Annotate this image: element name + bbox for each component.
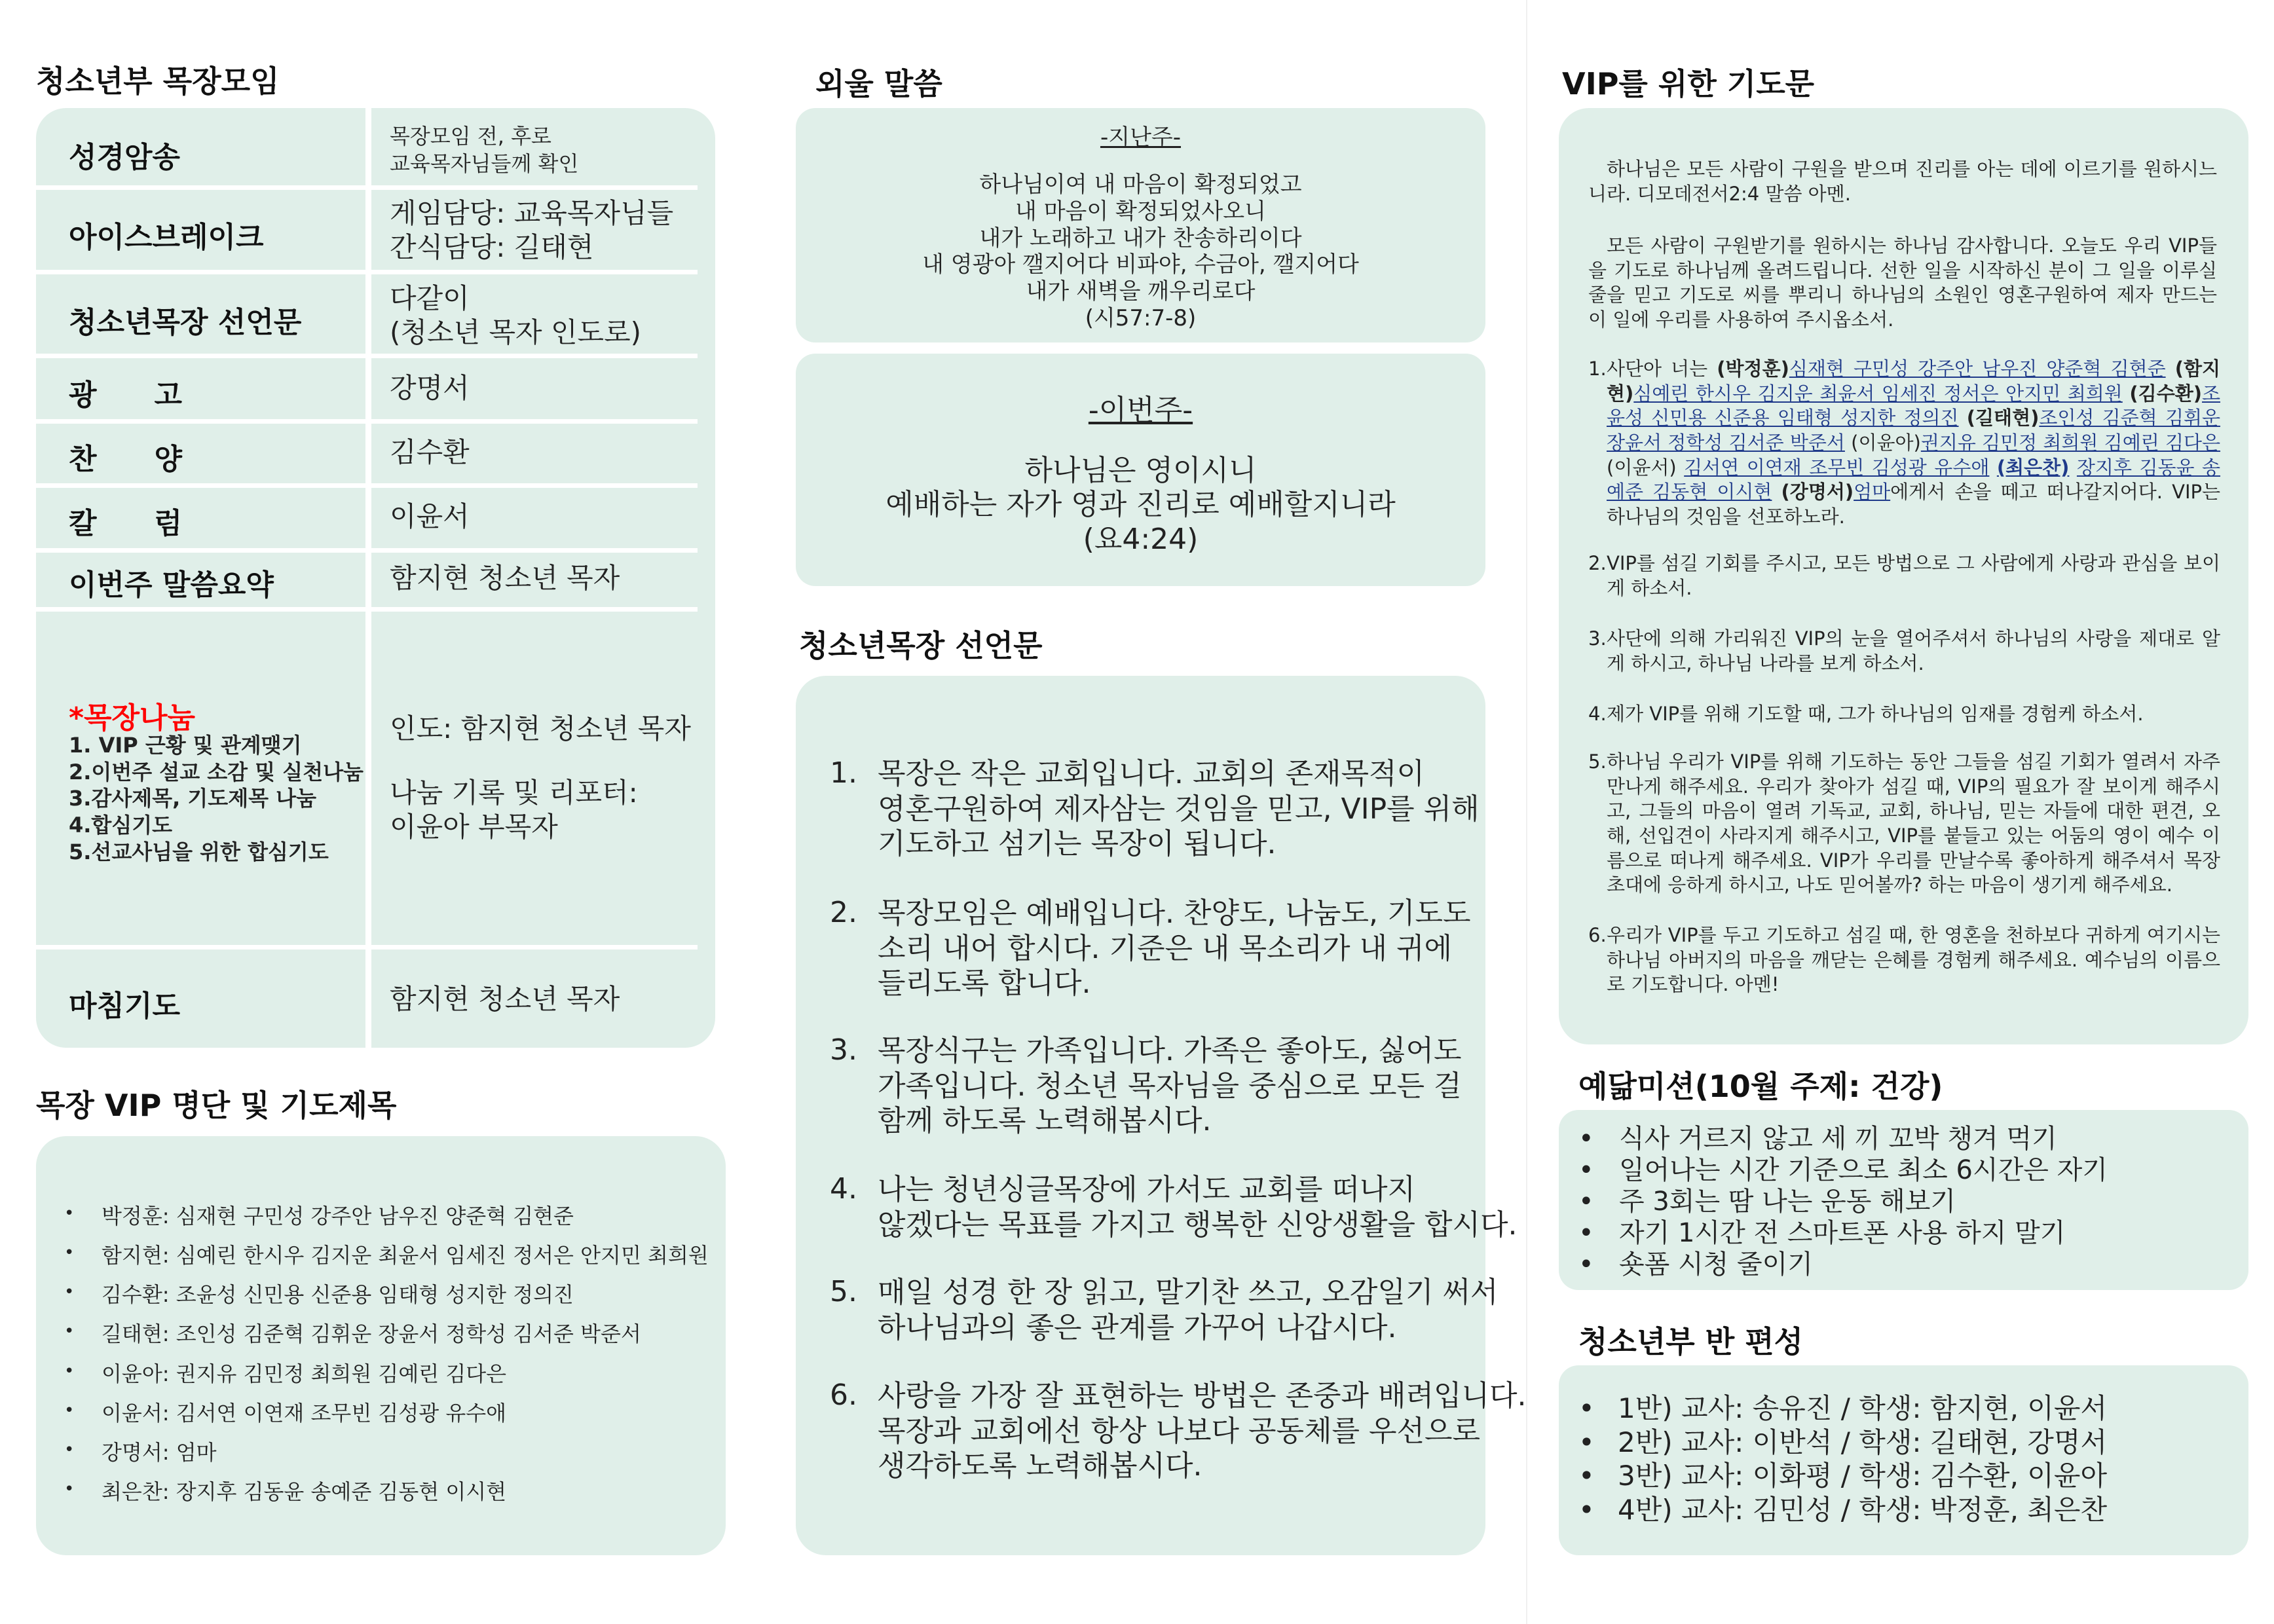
table-row-line (36, 185, 698, 190)
vip-names: 김서연 이연재 조무빈 김성광 유수애 (1684, 456, 1990, 479)
memory-verse-title: 외울 말씀 (815, 66, 942, 101)
prayer-item (1588, 627, 2220, 676)
row-label: 광 고 (69, 378, 183, 412)
declaration-line: 들리도록 합니다. (878, 967, 1091, 1001)
row-value: (청소년 목자 인도로) (390, 316, 642, 348)
vip-names: 심재현 구민성 강주안 남우진 양준혁 김현준 (1789, 358, 2166, 380)
prayer-item (1588, 750, 2220, 898)
prayer-item-number: 3. (1588, 627, 1607, 650)
this-week-label: -이번주- (1088, 394, 1193, 427)
class-list (1578, 1392, 2107, 1527)
declaration-line: 목장과 교회에선 항상 나보다 공동체를 우선으로 (878, 1414, 1481, 1448)
leader-name: (함지현) (1607, 358, 2220, 405)
sharing-steps (69, 732, 363, 865)
sharing-step: 3.감사제목, 기도제목 나눔 (69, 786, 316, 811)
declaration-number: 2. (830, 896, 857, 929)
declaration-number: 3. (830, 1033, 857, 1067)
row-value: 교육목자님들께 확인 (390, 151, 579, 176)
declaration-line: 하나님과의 좋은 관계를 가꾸어 나갑시다. (878, 1310, 1397, 1344)
prayer-item-text (1607, 357, 2220, 530)
row-label-sharing: *목장나눔 (69, 701, 196, 735)
verse-reference: (요4:24) (1083, 522, 1199, 556)
row-value: 게임담당: 교육목자님들 (390, 197, 674, 229)
vip-names: 조윤성 신민용 신준용 임태형 성지한 정의진 (1607, 382, 2220, 430)
prayer-item (1588, 551, 2220, 600)
sharing-step: 4.합심기도 (69, 812, 173, 838)
sharing-step: 1. VIP 근황 및 관계맺기 (69, 733, 302, 758)
vip-names: 권지유 김민정 최희원 김예린 김다은 (1920, 432, 2221, 454)
mission-item: 자기 1시간 전 스마트폰 사용 하지 말기 (1619, 1218, 2066, 1248)
declaration-number: 5. (830, 1275, 857, 1308)
declaration-line: 영혼구원하여 제자삼는 것임을 믿고, VIP를 위해 (878, 792, 1480, 826)
sharing-step: 5.선교사님을 위한 합심기도 (69, 839, 329, 864)
vip-item: 함지현: 심예린 한시우 김지운 최윤서 임세진 정서은 안지민 최희원 (102, 1243, 709, 1268)
declaration-number: 4. (830, 1172, 857, 1206)
row-value: 함지현 청소년 목자 (390, 983, 620, 1015)
verse-line: 하나님이여 내 마음이 확정되었고 (979, 172, 1302, 198)
prayer-item (1588, 357, 2220, 530)
declaration-line: 매일 성경 한 장 읽고, 말기찬 쓰고, 오감일기 써서 (878, 1276, 1499, 1309)
text: 사단아 너는 (1607, 358, 1717, 380)
last-week-label: -지난주- (1100, 124, 1182, 151)
prayer-item-number: 4. (1588, 703, 1607, 725)
row-value: 목장모임 전, 후로 (390, 124, 551, 149)
row-value: 이윤서 (390, 500, 470, 532)
table-row-line (36, 419, 698, 424)
prayer-item-number: 6. (1588, 924, 1607, 946)
declaration-line: 생각하도록 노력해봅시다. (878, 1449, 1202, 1483)
mission-item: 일어나는 시간 기준으로 최소 6시간은 자기 (1619, 1155, 2108, 1185)
class-item: 2반) 교사: 이반석 / 학생: 길태현, 강명서 (1618, 1426, 2108, 1458)
row-label: 성경암송 (69, 141, 181, 174)
leader-name: (최은찬) (1996, 456, 2070, 479)
row-label: 마침기도 (69, 989, 181, 1023)
leader-name: (이윤서) (1607, 456, 1677, 479)
leader-name: (이윤아) (1851, 432, 1921, 454)
declaration-number: 6. (830, 1378, 857, 1412)
declaration-line: 목장은 작은 교회입니다. 교회의 존재목적이 (878, 757, 1425, 790)
row-label: 아이스브레이크 (69, 221, 264, 254)
vip-names: 장지후 김동윤 송예준 김동현 이시현 (1607, 456, 2221, 504)
vip-item: 이윤아: 권지유 김민정 최희원 김예린 김다은 (102, 1361, 507, 1386)
vip-item: 최은찬: 장지후 김동윤 송예준 김동현 이시현 (102, 1479, 507, 1504)
row-value: 간식담당: 길태현 (390, 231, 594, 263)
declaration-line: 목장모임은 예배입니다. 찬양도, 나눔도, 기도도 (878, 896, 1471, 930)
leader-name: (김수환) (2129, 382, 2202, 405)
prayer-item-text: 제가 VIP를 위해 기도할 때, 그가 하나님의 임재를 경험케 하소서. (1607, 703, 2144, 725)
row-value: 함지현 청소년 목자 (390, 562, 620, 594)
prayer-item-text: 우리가 VIP를 두고 기도하고 섬길 때, 한 영혼을 천하보다 귀하게 여기시는 하나님 아버지의 마음을 깨닫는 은혜를 경험케 해주세요. 예수님의 이름으로 기도합니다. 아멘! (1607, 924, 2220, 996)
list-item: • 4반) 교사: 김민성 / 학생: 박정훈, 최은찬 (1578, 1493, 2108, 1526)
verse-line: 내 마음이 확정되었사오니 (1015, 198, 1266, 225)
this-week-verse (796, 454, 1485, 557)
vip-names: 엄마 (1854, 481, 1891, 504)
verse-line: 하나님은 영이시니 (1024, 454, 1257, 487)
list-item: • 일어나는 시간 기준으로 최소 6시간은 자기 (1578, 1155, 2108, 1185)
prayer-item-text: VIP를 섬길 기회를 주시고, 모든 방법으로 그 사람에게 사랑과 관심을 보이게 하소서. (1607, 552, 2220, 599)
vip-names: 심예린 한시우 김지운 최윤서 임세진 정서은 안지민 최희원 (1633, 382, 2123, 405)
mission-list (1578, 1123, 2108, 1280)
class-title: 청소년부 반 편성 (1578, 1324, 1804, 1359)
row-value: 다같이 (390, 282, 470, 314)
table-row-line (36, 607, 698, 612)
prayer-item (1588, 923, 2220, 997)
declaration-line: 가족입니다. 청소년 목자님을 중심으로 모든 걸 (878, 1069, 1462, 1103)
row-value: 김수환 (390, 436, 470, 468)
mission-item: 식사 거르지 않고 세 끼 꼬박 챙겨 먹기 (1619, 1124, 2057, 1154)
declaration-line: 않겠다는 목표를 가지고 행복한 신앙생활을 합시다. (878, 1208, 1518, 1242)
row-value: 강명서 (390, 372, 470, 404)
row-label: 이번주 말씀요약 (69, 568, 274, 602)
declaration-line: 목장식구는 가족입니다. 가족은 좋아도, 싫어도 (878, 1034, 1462, 1067)
declaration-line: 사랑을 가장 잘 표현하는 방법은 존중과 배려입니다. (878, 1379, 1527, 1412)
verse-line: 내가 새벽을 깨우리로다 (1026, 278, 1256, 305)
table-row-line (36, 270, 698, 274)
declaration-number: 1. (830, 756, 857, 790)
row-label: 청소년목장 선언문 (69, 306, 302, 339)
vip-item: 길태현: 조인성 김준혁 김휘운 장윤서 정학성 김서준 박준서 (102, 1321, 641, 1346)
declaration-line: 나는 청년싱글목장에 가서도 교회를 떠나지 (878, 1173, 1416, 1206)
table-row-line (36, 354, 698, 358)
vip-item: 강명서: 엄마 (102, 1440, 217, 1465)
prayer-intro: 모든 사람이 구원받기를 원하시는 하나님 감사합니다. 오늘도 우리 VIP들을 기도로 하나님께 올려드립니다. 선한 일을 시작하신 분이 그 일을 이루실 줄을 믿고 기도로 씨를 뿌리니 하나님의 소원인 영혼구원하여 제자 만드는 이 일에 우리를 사용하여 주시옵소서. (1588, 234, 2217, 331)
verse-line: 예배하는 자가 영과 진리로 예배할지니라 (885, 488, 1396, 522)
declaration-line: 기도하고 섬기는 목장이 됩니다. (878, 827, 1277, 861)
table-vertical-line (365, 108, 371, 1048)
mission-item: 주 3회는 땀 나는 운동 해보기 (1619, 1187, 1956, 1217)
table-row-line (36, 548, 698, 553)
list-item: • 1반) 교사: 송유진 / 학생: 함지현, 이윤서 (1578, 1392, 2108, 1424)
prayer-item-text: 사단에 의해 가리워진 VIP의 눈을 열어주셔서 하나님의 사랑을 제대로 알게 하시고, 하나님 나라를 보게 하소서. (1607, 627, 2220, 674)
list-item: • 식사 거르지 않고 세 끼 꼬박 챙겨 먹기 (1578, 1124, 2057, 1154)
table-row-line (36, 945, 698, 950)
verse-line: 내 영광아 깰지어다 비파야, 수금아, 깰지어다 (922, 251, 1359, 278)
prayer-intro: 하나님은 모든 사람이 구원을 받으며 진리를 아는 데에 이르기를 원하시느니라. 디모데전서2:4 말씀 아멘. (1588, 158, 2217, 205)
list-item: • 3반) 교사: 이화평 / 학생: 김수환, 이윤아 (1578, 1460, 2108, 1492)
prayer-item-number: 2. (1588, 552, 1607, 574)
sharing-step: 2.이번주 설교 소감 및 실천나눔 (69, 759, 363, 784)
prayer-item-number: 5. (1588, 750, 1607, 773)
last-week-verse (796, 172, 1485, 332)
leader-name: (강명서) (1781, 481, 1854, 504)
row-value: 이윤아 부목자 (390, 811, 558, 843)
declaration-title: 청소년목장 선언문 (799, 628, 1043, 663)
vip-item: 이윤서: 김서연 이연재 조무빈 김성광 유수애 (102, 1401, 507, 1426)
prayer-title: VIP를 위한 기도문 (1562, 66, 1815, 101)
mission-title: 예닮미션(10월 주제: 건강) (1578, 1069, 1943, 1104)
list-item: • 자기 1시간 전 스마트폰 사용 하지 말기 (1578, 1218, 2066, 1248)
row-value: 인도: 함지현 청소년 목자 (390, 712, 691, 745)
leader-name: (길태현) (1966, 407, 2040, 430)
declaration-line: 함께 하도록 노력해봅시다. (878, 1104, 1212, 1138)
row-label: 찬 양 (69, 443, 183, 476)
leader-name: (박정훈) (1717, 358, 1789, 380)
class-item: 4반) 교사: 김민성 / 학생: 박정훈, 최은찬 (1618, 1493, 2108, 1526)
class-item: 3반) 교사: 이화평 / 학생: 김수환, 이윤아 (1618, 1460, 2108, 1492)
row-label: 칼 럼 (69, 507, 183, 540)
verse-reference: (시57:7-8) (1085, 304, 1197, 331)
vip-item: 김수환: 조윤성 신민용 신준용 임태형 성지한 정의진 (102, 1282, 574, 1307)
row-value: 나눔 기록 및 리포터: (390, 777, 638, 809)
list-item: • 주 3회는 땀 나는 운동 해보기 (1578, 1187, 1956, 1217)
list-item: • 숏폼 시청 줄이기 (1578, 1249, 1813, 1280)
declaration-line: 소리 내어 합시다. 기준은 내 목소리가 내 귀에 (878, 931, 1452, 965)
table-row-line (36, 483, 698, 488)
prayer-item-text: 하나님 우리가 VIP를 위해 기도하는 동안 그들을 섬길 기회가 열려서 자주 만나게 해주세요. 우리가 찾아가 섬길 때, VIP의 필요가 잘 보이게 해주시고, 그들의 마음이 열려 기독교, 교회, 하나님, 믿는 자들에 대한 편견, 오해, 선입견이 사라지게 해주시고, VIP를 붙들고 있는 어둠의 영이 예수 이름으로 떠나게 해주세요. VIP가 우리를 만날수록 좋아하게 해주셔서 목장 초대에 응하게 하시고, 나도 믿어볼까? 하는 마음이 생기게 해주세요. (1607, 750, 2220, 896)
vip-item: 박정훈: 심재현 구민성 강주안 남우진 양준혁 김현준 (102, 1204, 574, 1228)
mission-item: 숏폼 시청 줄이기 (1619, 1249, 1813, 1280)
verse-line: 내가 노래하고 내가 찬송하리이다 (979, 225, 1302, 251)
text: 에게서 손을 떼고 떠나갈지어다. VIP는 하나님의 것임을 선포하노라. (1607, 481, 2220, 528)
list-item: • 2반) 교사: 이반석 / 학생: 길태현, 강명서 (1578, 1426, 2108, 1458)
vip-names: 조인성 김준혁 김휘운 장윤서 정학성 김서준 박준서 (1607, 407, 2220, 454)
meeting-title: 청소년부 목장모임 (36, 64, 280, 99)
class-item: 1반) 교사: 송유진 / 학생: 함지현, 이윤서 (1618, 1392, 2108, 1424)
vip-list-title: 목장 VIP 명단 및 기도제목 (36, 1088, 397, 1123)
prayer-item (1588, 702, 2220, 727)
prayer-item-number: 1. (1588, 358, 1607, 380)
